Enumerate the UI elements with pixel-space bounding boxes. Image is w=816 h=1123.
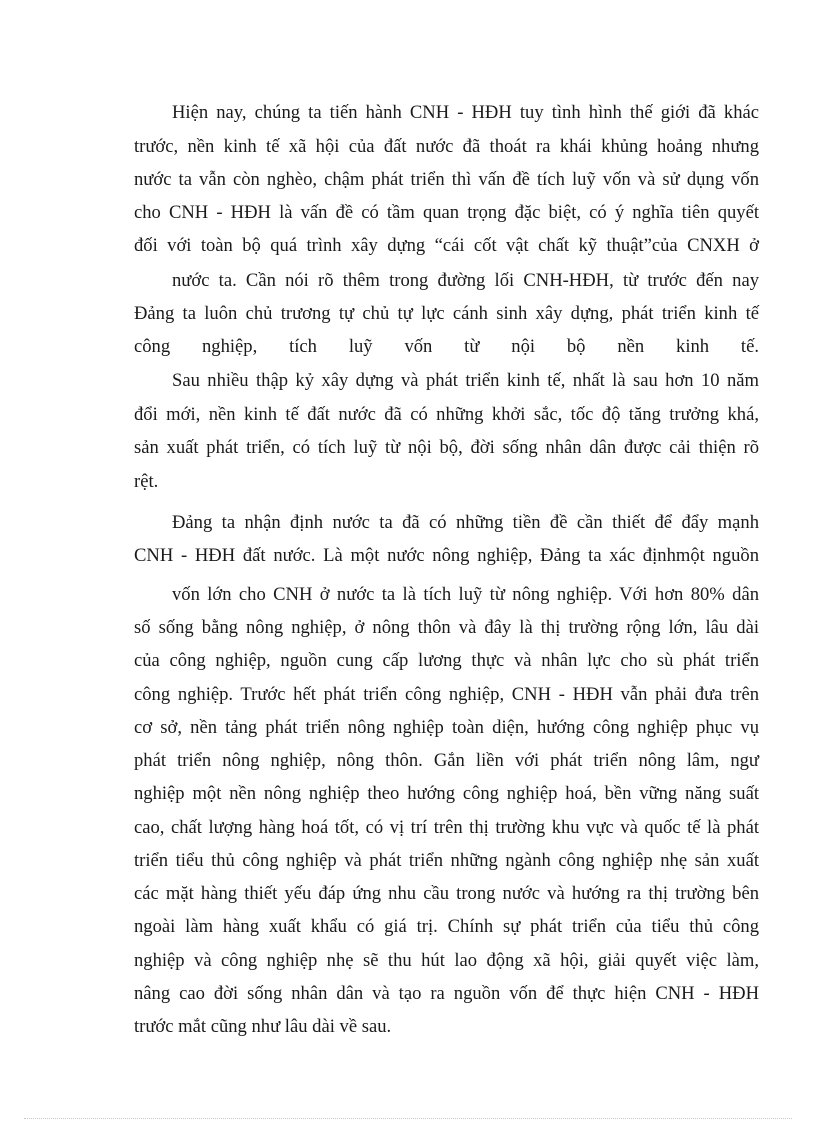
paragraph-2-line-3: sản xuất phát triển, có tích luỹ từ nội bộ, đời sống nhân dân được cải thiện rõ [134,437,759,458]
paragraph-3b-line-3: của công nghiệp, nguồn cung cấp lương thực và nhân lực cho sù phát triển [134,650,759,671]
paragraph-3b-line-13: nâng cao đời sống nhân dân và tạo ra nguồn vốn để thực hiện CNH - HĐH [134,983,759,1004]
paragraph-2-line-4: rệt. [134,471,159,492]
paragraph-1-line-5: đối với toàn bộ quá trình xây dựng “cái cốt vật chất kỹ thuật”của CNXH ở [134,235,759,256]
paragraph-3b-line-7: nghiệp một nền nông nghiệp theo hướng công nghiệp hoá, bền vững năng suất [134,783,759,804]
paragraph-3b-line-10: các mặt hàng thiết yếu đáp ứng nhu cầu trong nước và hướng ra thị trường bên [134,883,759,904]
paragraph-3-line-2: CNH - HĐH đất nước. Là một nước nông nghiệp, Đảng ta xác địnhmột nguồn [134,545,759,566]
paragraph-3b-line-2: số sống bằng nông nghiệp, ở nông thôn và đây là thị trường rộng lớn, lâu dài [134,617,759,638]
paragraph-1-line-1: Hiện nay, chúng ta tiến hành CNH - HĐH tuy tình hình thế giới đã khác [172,102,759,123]
paragraph-3b-line-12: nghiệp và công nghiệp nhẹ sẽ thu hút lao động xã hội, giải quyết việc làm, [134,950,759,971]
paragraph-3b-line-5: cơ sở, nền tảng phát triển nông nghiệp toàn diện, hướng công nghiệp phục vụ [134,717,759,738]
paragraph-3b-line-9: triển tiểu thủ công nghiệp và phát triển những ngành công nghiệp nhẹ sản xuất [134,850,759,871]
paragraph-1b-line-2: Đảng ta luôn chủ trương tự chủ tự lực cánh sinh xây dựng, phát triển kinh tế [134,303,759,324]
paragraph-3b-line-4: công nghiệp. Trước hết phát triển công nghiệp, CNH - HĐH vẫn phải đưa trên [134,684,759,705]
paragraph-3b-line-1: vốn lớn cho CNH ở nước ta là tích luỹ từ nông nghiệp. Với hơn 80% dân [172,584,759,605]
paragraph-3b-line-14: trước mắt cũng như lâu dài về sau. [134,1016,392,1037]
paragraph-3-line-1: Đảng ta nhận định nước ta đã có những tiền đề cần thiết để đẩy mạnh [172,512,759,533]
paragraph-3b-line-8: cao, chất lượng hàng hoá tốt, có vị trí trên thị trường khu vực và quốc tế là phát [134,817,759,838]
paragraph-1b-line-3: công nghiệp, tích luỹ vốn từ nội bộ nền kinh tế. [134,336,759,357]
page-bottom-rule [24,1118,792,1119]
paragraph-2-line-2: đổi mới, nền kinh tế đất nước đã có những khởi sắc, tốc độ tăng trưởng khá, [134,404,759,425]
paragraph-1b-line-1: nước ta. Cần nói rõ thêm trong đường lối CNH-HĐH, từ trước đến nay [172,270,759,291]
paragraph-1-line-2: trước, nền kinh tế xã hội của đất nước đã thoát ra khái khủng hoảng nhưng [134,136,759,157]
paragraph-3b-line-6: phát triển nông nghiệp, nông thôn. Gắn liền với phát triển nông lâm, ngư [134,750,759,771]
paragraph-1-line-3: nước ta vẫn còn nghèo, chậm phát triển thì vấn đề tích luỹ vốn và sử dụng vốn [134,169,759,190]
paragraph-3b-line-11: ngoài làm hàng xuất khẩu có giá trị. Chính sự phát triển của tiểu thủ công [134,916,759,937]
paragraph-1-line-4: cho CNH - HĐH là vấn đề có tầm quan trọng đặc biệt, có ý nghĩa tiên quyết [134,202,759,223]
paragraph-2-line-1: Sau nhiều thập kỷ xây dựng và phát triển kinh tế, nhất là sau hơn 10 năm [172,370,759,391]
